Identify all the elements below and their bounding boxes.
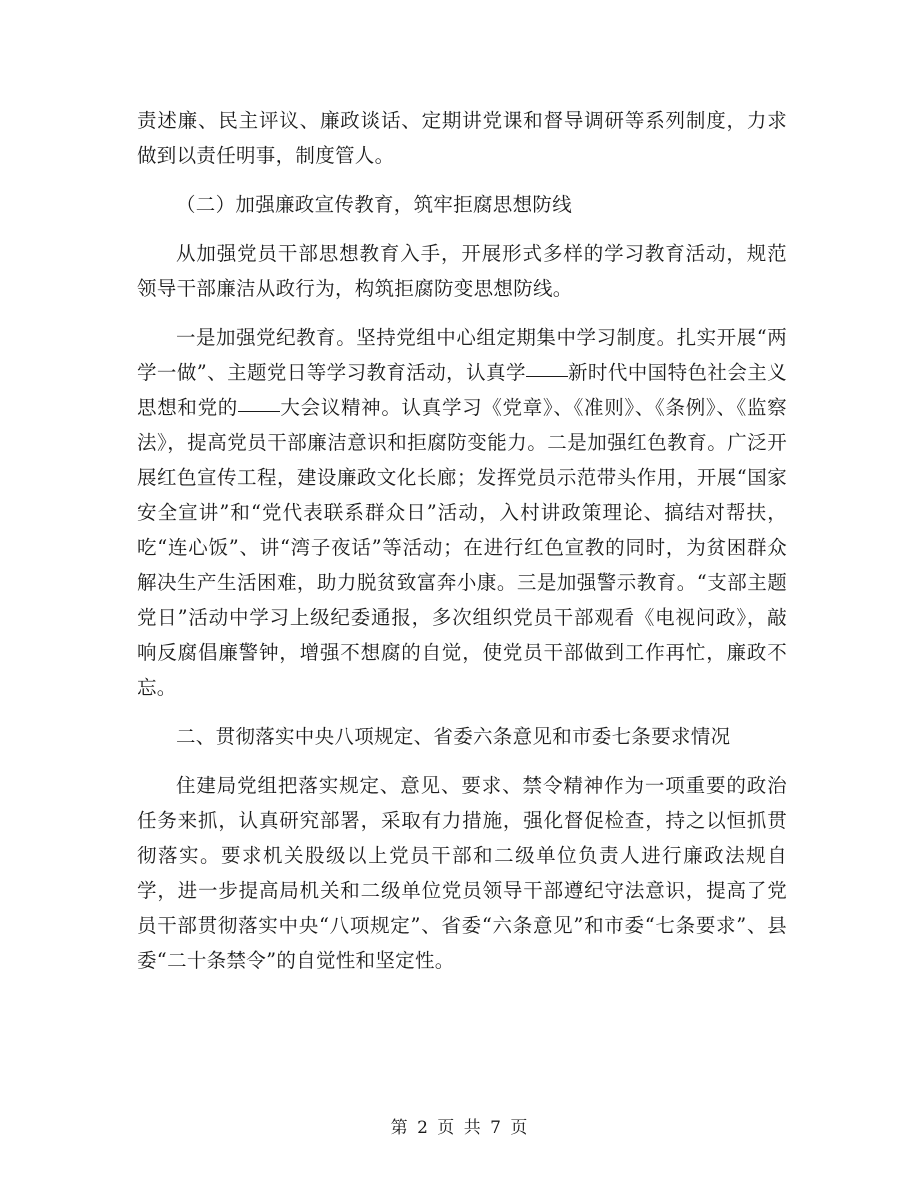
- page-number-footer: 第 2 页 共 7 页: [390, 1118, 530, 1138]
- paragraph-text-part-b: 新时代中国特色社会主义思想和党的: [137, 361, 787, 419]
- paragraph-text-part-c: 大会议精神。认真学习《党章》、《准则》、《条例》、《监察法》，提高党员干部廉洁意识和拒腐防变能力。二是加强红色教育。广泛开展红色宣传工程，建设廉政文化长廊；发挥党员示范带头作用，开展“国家安全宣讲”和“党代表联系群众日”活动，入村讲政策理论、搞结对帮扶，吃“连心饭”、讲“湾子夜话”等活动；在进行红色宣教的同时，为贫困群众解决生产生活困难，助力脱贫致富奔小康。三是加强警示教育。“支部主题党日”活动中学习上级纪委通报，多次组织党员干部观看《电视问政》，敲响反腐倡廉警钟，增强不想腐的自觉，使党员干部做到工作再忙，廉政不忘。: [137, 396, 787, 699]
- document-body: [137, 103, 787, 978]
- paragraph-thought-education: 从加强党员干部思想教育入手，开展形式多样的学习教育活动，规范领导干部廉洁从政行为，构筑拒腐防变思想防线。: [137, 242, 787, 300]
- paragraph-implementation: 住建局党组把落实规定、意见、要求、禁令精神作为一项重要的政治任务来抓，认真研究部署，采取有力措施，强化督促检查，持之以恒抓贯彻落实。要求机关股级以上党员干部和二级单位负责人进行廉政法规自学，进一步提高局机关和二级单位党员领导干部遵纪守法意识，提高了党员干部贯彻落实中央“八项规定”、省委“六条意见”和市委“七条要求”、县委“二十条禁令”的自觉性和坚定性。: [137, 774, 787, 972]
- paragraph-continuation: 责述廉、民主评议、廉政谈话、定期讲党课和督导调研等系列制度，力求做到以责任明事，制度管人。: [137, 109, 787, 167]
- paragraph-education-measures: [137, 320, 787, 705]
- blank-underline: [238, 410, 280, 412]
- section-heading-3: 二、贯彻落实中央八项规定、省委六条意见和市委七条要求情况: [176, 725, 731, 748]
- section-heading-2: （二）加强廉政宣传教育，筑牢拒腐思想防线: [176, 193, 573, 216]
- paragraph-text-part-a: 一是加强党纪教育。坚持党组中心组定期集中学习制度。扎实开展“两学一做”、主题党日等学习教育活动，认真学: [137, 326, 787, 384]
- blank-underline: [526, 375, 568, 377]
